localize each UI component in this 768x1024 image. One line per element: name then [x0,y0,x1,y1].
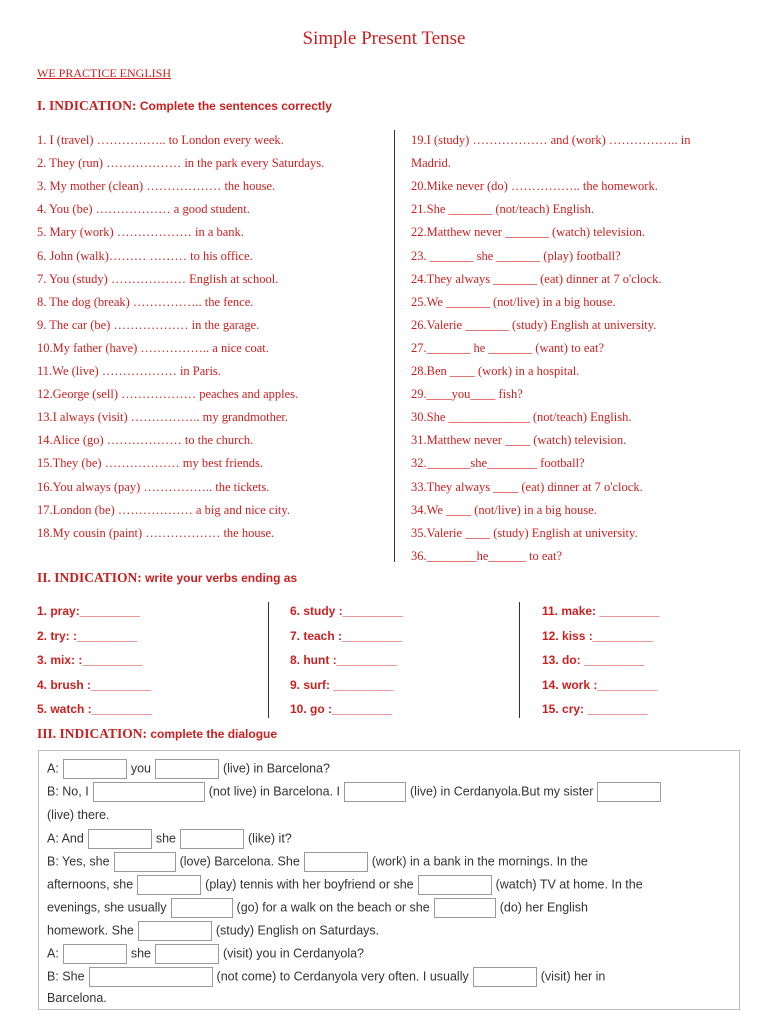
dialogue-text: (watch) TV at home. In the [495,877,643,892]
answer-box[interactable] [597,782,661,802]
dialogue-line-4 [47,829,292,849]
exercise-item: 34.We ____ (not/live) in a big house. [411,502,597,517]
answer-box[interactable] [434,898,496,918]
dialogue-text: (live) in Cerdanyola.But my sister [410,784,594,799]
verb-item: 4. brush :_________ [37,677,152,692]
verb-item: 6. study :_________ [290,604,403,618]
section1-lead: I. INDICATION: [37,98,137,113]
dialogue-text: (like) it? [248,831,292,846]
dialogue-line-7 [47,898,588,918]
dialogue-text: Barcelona. [47,991,107,1005]
dialogue-text: (visit) you in Cerdanyola? [222,946,365,961]
verb-item: 9. surf: _________ [290,677,394,692]
subtitle: WE PRACTICE ENGLISH [37,66,171,80]
speaker-label: A: [47,761,59,776]
dialogue-text: homework. She [47,923,134,938]
verb-item: 3. mix: :_________ [37,653,143,668]
exercise-item: 15.They (be) ……………… my best friends. [37,456,264,471]
exercise-item: 4. You (be) ……………… a good student. [37,202,250,217]
verb-item: 5. watch :_________ [37,702,152,717]
verb-item: 14. work :_________ [542,677,658,692]
exercise-item: 23. _______ she _______ (play) football? [411,248,621,263]
dialogue-text: B: No, I [47,784,89,799]
exercise-item: 31.Matthew never ____ (watch) television. [411,433,627,448]
dialogue-text: she [130,946,151,961]
exercise-item: 5. Mary (work) ……………… in a bank. [37,225,244,240]
answer-box[interactable] [344,782,406,802]
exercise-item: 29.____you____ fish? [411,387,523,402]
exercise-item: 28.Ben ____ (work) in a hospital. [411,364,580,378]
dialogue-line-11 [47,991,107,1005]
dialogue-text: (do) her English [499,900,588,915]
exercise-item: 18.My cousin (paint) ……………… the house. [37,525,275,540]
exercise-item: 2. They (run) ……………… in the park every Saturdays. [37,156,325,171]
section2-instruction: write your verbs ending as [141,571,298,585]
dialogue-text: (play) tennis with her boyfriend or she [205,877,414,892]
exercise-item: 27._______ he _______ (want) to eat? [411,340,605,355]
section2-divider-2 [519,602,520,718]
answer-box[interactable] [180,829,244,849]
dialogue-text: you [130,761,151,776]
column-divider [394,130,395,562]
exercise-item: 36.________he______ to eat? [411,548,563,563]
section2-divider-1 [268,602,269,718]
answer-box[interactable] [418,875,492,895]
verb-item: 10. go :_________ [290,702,393,717]
exercise-item: 14.Alice (go) ……………… to the church. [37,433,254,448]
exercise-item: 35.Valerie ____ (study) English at university. [411,525,638,540]
dialogue-text: (love) Barcelona. She [179,854,300,869]
exercise-item: 3. My mother (clean) ……………… the house. [37,179,276,194]
answer-box[interactable] [138,921,212,941]
dialogue-text: afternoons, she [47,877,134,892]
page-title: Simple Present Tense [302,28,466,49]
dialogue-text: she [155,831,176,846]
exercise-item: 24.They always _______ (eat) dinner at 7 o'clock. [411,271,662,286]
dialogue-text: (visit) her in [540,969,606,984]
dialogue-line-10 [47,967,605,987]
dialogue-text: (live) in Barcelona? [222,761,330,776]
answer-box[interactable] [114,852,176,872]
dialogue-line-6 [47,875,643,895]
verb-item: 1. pray:_________ [37,604,140,618]
exercise-item: 12.George (sell) ……………… peaches and apples. [37,387,299,402]
exercise-item: 9. The car (be) ……………… in the garage. [37,317,260,332]
dialogue-text: (go) for a walk on the beach or she [236,900,430,915]
exercise-item: 20.Mike never (do) …………….. the homework. [411,179,658,194]
exercise-item: 16.You always (pay) …………….. the tickets. [37,479,270,494]
dialogue-text: (study) English on Saturdays. [215,923,380,938]
exercise-item: 7. You (study) ……………… English at school. [37,271,279,286]
answer-box[interactable] [171,898,233,918]
exercise-item: 22.Matthew never _______ (watch) television. [411,225,645,240]
exercise-item: 17.London (be) ……………… a big and nice city. [37,502,290,517]
dialogue-text: A: And [47,831,84,846]
verb-item: 13. do: _________ [542,653,645,668]
dialogue-line-2 [47,782,665,802]
verb-item: 15. cry: _________ [542,702,648,717]
answer-box[interactable] [88,829,152,849]
dialogue-line-9 [47,944,364,964]
answer-box[interactable] [304,852,368,872]
exercise-item: 26.Valerie _______ (study) English at university. [411,317,657,332]
exercise-item: 25.We _______ (not/live) in a big house. [411,294,616,309]
dialogue-text: (not come) to Cerdanyola very often. I usually [216,969,469,984]
exercise-item: 32._______she________ football? [411,456,585,471]
dialogue-text: (live) there. [47,808,110,822]
verb-item: 2. try: :_________ [37,628,138,643]
exercise-item: 13.I always (visit) …………….. my grandmother. [37,410,289,425]
exercise-item: 21.She _______ (not/teach) English. [411,202,594,217]
section3-lead: III. INDICATION: [37,726,148,741]
verb-item: 7. teach :_________ [290,628,403,643]
exercise-item: 8. The dog (break) …………….. the fence. [37,294,254,309]
exercise-item: 10.My father (have) …………….. a nice coat. [37,340,269,355]
exercise-item: Madrid. [411,156,451,171]
dialogue-line-1 [47,759,330,779]
answer-box[interactable] [155,759,219,779]
section2-lead: II. INDICATION: [37,570,142,585]
answer-box[interactable] [89,967,213,987]
verb-item: 12. kiss :_________ [542,628,653,643]
answer-box[interactable] [93,782,205,802]
dialogue-text: evenings, she usually [47,900,167,915]
dialogue-box [38,750,740,1010]
section1-heading [37,98,332,114]
exercise-item: 19.I (study) ……………… and (work) …………….. in [411,133,691,147]
answer-box[interactable] [63,759,127,779]
dialogue-text: (not live) in Barcelona. I [208,784,340,799]
section1-instruction: Complete the sentences correctly [136,99,332,113]
answer-box[interactable] [473,967,537,987]
answer-box[interactable] [155,944,219,964]
dialogue-text: (work) in a bank in the mornings. In the [371,854,588,869]
section2-heading [37,570,297,586]
exercise-item: 1. I (travel) …………….. to London every week. [37,133,284,147]
section3-instruction: complete the dialogue [147,727,278,741]
dialogue-text: B: Yes, she [47,854,110,869]
dialogue-line-5 [47,852,588,872]
section3-heading [37,726,277,742]
exercise-item: 33.They always ____ (eat) dinner at 7 o'clock. [411,479,643,494]
answer-box[interactable] [63,944,127,964]
dialogue-line-3 [47,808,110,822]
dialogue-text: A: [47,946,59,961]
exercise-item: 11.We (live) ……………… in Paris. [37,364,221,378]
answer-box[interactable] [137,875,201,895]
exercise-item: 30.She _____________ (not/teach) English. [411,410,632,425]
verb-item: 8. hunt :_________ [290,653,397,668]
verb-item: 11. make: _________ [542,604,660,618]
dialogue-line-8 [47,921,379,941]
dialogue-text: B: She [47,969,85,984]
exercise-item: 6. John (walk)……… ……… to his office. [37,248,253,263]
